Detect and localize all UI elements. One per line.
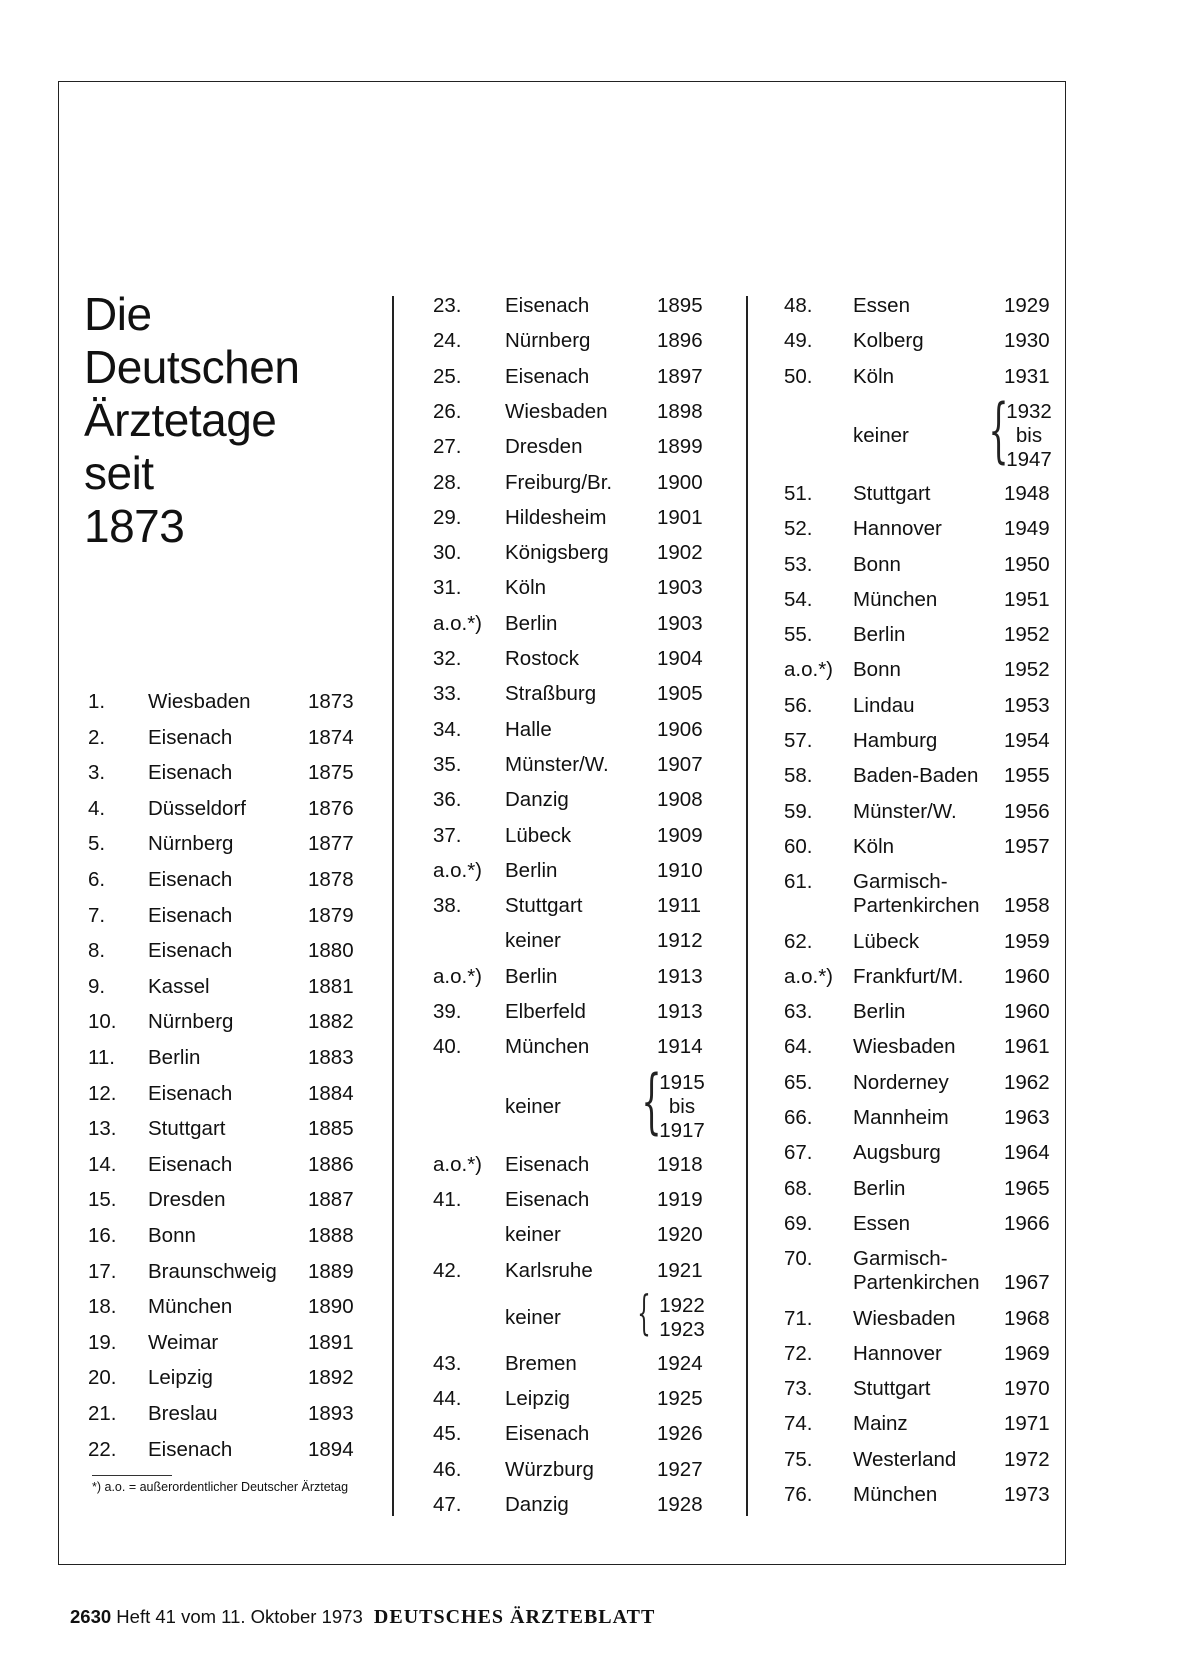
city-name: Nürnberg [148,1010,234,1034]
city-name: Eisenach [148,1152,233,1176]
entry-number: 46. [433,1457,462,1481]
year: 1970 [1004,1377,1050,1401]
entry-number: 76. [784,1483,813,1506]
year: 1887 [308,1188,354,1212]
year: 1973 [1004,1483,1050,1506]
entry-number: a.o.*) [433,1152,482,1176]
city-name: München [853,1483,938,1506]
city-name: München [148,1295,233,1319]
city-name: Berlin [505,611,558,635]
entry-number: 55. [784,623,813,647]
entry-number: 37. [433,823,462,847]
year: 1955 [1004,764,1050,788]
page-footer [70,1606,655,1629]
city-name: Leipzig [505,1387,570,1411]
entry-number: 48. [784,294,813,317]
year: 1900 [657,470,703,494]
entry-number: a.o.*) [433,858,482,882]
table-column-2 [433,0,723,1680]
year: 1952 [1004,658,1050,682]
year: 1961 [1004,1035,1050,1059]
city-name: Hildesheim [505,505,607,529]
year: 1897 [657,364,703,388]
city-name: München [505,1035,590,1059]
year: 1957 [1004,834,1050,858]
title-line: Deutschen [84,341,300,393]
year: 1959 [1004,929,1050,953]
entry-number: 41. [433,1187,462,1211]
title-line: 1873 [84,500,185,552]
year: 1918 [657,1152,703,1176]
entry-number: 67. [784,1141,813,1165]
brace-icon: { [637,1286,651,1342]
year: 1879 [308,903,354,927]
city-name: Weimar [148,1330,219,1354]
year: 1972 [1004,1447,1050,1471]
year: 1913 [657,964,703,988]
entry-number: 28. [433,470,462,494]
entry-number: 61. [784,870,813,894]
year: 1962 [1004,1070,1050,1094]
city-name: Münster/W. [505,752,609,776]
year: 1889 [308,1259,354,1283]
year: 1913 [657,1000,703,1023]
city-name: Eisenach [505,1152,590,1176]
year: 1880 [308,939,354,963]
city-name: Eisenach [148,1437,233,1461]
year: 1873 [308,690,354,713]
city-name: Elberfeld [505,1000,586,1023]
year: 1908 [657,788,703,812]
year: 1968 [1004,1306,1050,1330]
year-range [1004,400,1054,472]
entry-number: 23. [433,294,462,317]
entry-number: 64. [784,1035,813,1059]
city-name: München [853,587,938,611]
city-name: Freiburg/Br. [505,470,613,494]
entry-number: 63. [784,1000,813,1024]
year: 1883 [308,1046,354,1069]
city-name: Dresden [148,1188,226,1212]
entry-number: 43. [433,1351,462,1375]
year: 1969 [1004,1341,1050,1365]
year: 1902 [657,541,703,565]
city-name: Berlin [505,964,558,988]
journal-name: DEUTSCHES ÄRZTEBLATT [373,1606,656,1628]
city-name: Straßburg [505,682,597,706]
city-name: Mainz [853,1412,908,1436]
year: 1929 [1004,294,1050,317]
brace-icon: { [988,389,1009,472]
entry-number: 45. [433,1422,462,1446]
city-name: Garmisch- [853,870,948,894]
entry-number: 2. [88,725,106,749]
year: 1920 [657,1223,703,1247]
city-name: Essen [853,1211,910,1235]
city-name: Wiesbaden [148,690,251,713]
year-range [657,1071,707,1143]
city-name: Breslau [148,1402,218,1425]
range-line: bis [668,1094,696,1118]
entry-number: 4. [88,796,106,820]
year: 1960 [1004,1000,1050,1024]
year: 1877 [308,832,354,856]
city-name: Rostock [505,647,580,670]
range-line: 1917 [659,1118,705,1142]
footnote-rule [92,1475,172,1476]
year: 1950 [1004,552,1050,576]
city-name: Eisenach [148,761,233,785]
year: 1971 [1004,1412,1050,1436]
range-line: 1915 [659,1070,705,1094]
entry-number: 50. [784,364,813,388]
city-name: Wiesbaden [505,399,608,423]
city-name: keiner [505,1305,561,1329]
city-name: Stuttgart [853,481,931,505]
year: 1884 [308,1081,354,1105]
entry-number: 19. [88,1330,117,1354]
city-name-continued: Partenkirchen [853,894,980,918]
entry-number: 38. [433,894,462,918]
entry-number: 17. [88,1259,117,1283]
entry-number: 16. [88,1224,117,1247]
entry-number: 70. [784,1247,813,1271]
entry-number: a.o.*) [433,611,482,635]
city-name: Danzig [505,1493,569,1516]
year: 1919 [657,1187,703,1211]
entry-number: 1. [88,690,106,713]
table-column-3 [784,0,1064,1680]
year: 1874 [308,725,354,749]
year: 1906 [657,717,703,741]
entry-number: 57. [784,729,813,752]
year: 1924 [657,1351,703,1375]
city-name: Nürnberg [505,329,591,353]
entry-number: 25. [433,364,462,388]
table-column-1 [88,0,368,1680]
city-name: Kolberg [853,329,924,353]
city-name: Essen [853,294,910,317]
city-name: Würzburg [505,1457,594,1481]
year: 1911 [657,894,702,918]
entry-number: 30. [433,541,462,565]
year: 1958 [1004,894,1050,918]
city-name: Garmisch- [853,1247,948,1271]
city-name: Nürnberg [148,832,234,856]
city-name: Baden-Baden [853,764,979,788]
city-name: Augsburg [853,1141,941,1165]
entry-number: 10. [88,1010,117,1034]
year: 1921 [657,1258,703,1282]
entry-number: 18. [88,1295,117,1319]
entry-number: 27. [433,435,462,459]
year: 1912 [657,929,703,953]
entry-number: 62. [784,929,813,953]
column-divider-2 [746,296,748,1516]
entry-number: 24. [433,329,462,353]
entry-number: 73. [784,1377,813,1401]
entry-number: 53. [784,552,813,576]
city-name: Lübeck [853,929,920,953]
city-name: Bremen [505,1351,577,1375]
city-name: Eisenach [148,939,233,963]
city-name: Eisenach [148,725,233,749]
year: 1882 [308,1010,354,1034]
city-name-continued: Partenkirchen [853,1271,980,1295]
entry-number: 44. [433,1387,462,1411]
entry-number: 40. [433,1035,462,1059]
entry-number: 60. [784,834,813,858]
year: 1948 [1004,481,1050,505]
entry-number: 32. [433,647,462,670]
entry-number: a.o.*) [784,964,833,988]
year: 1963 [1004,1106,1050,1129]
entry-number: 54. [784,587,813,611]
city-name: Westerland [853,1447,957,1471]
entry-number: 34. [433,717,462,741]
entry-number: 26. [433,399,462,423]
city-name: Danzig [505,788,569,812]
year: 1949 [1004,517,1050,541]
city-name: Frankfurt/M. [853,964,964,988]
year: 1875 [308,761,354,785]
year: 1925 [657,1387,703,1411]
entry-number: 8. [88,939,106,963]
title-line: Ärztetage [84,394,277,446]
city-name: Hannover [853,1341,942,1365]
year: 1904 [657,647,703,670]
entry-number: 15. [88,1188,117,1212]
city-name: Eisenach [148,868,233,891]
entry-number: 33. [433,682,462,706]
city-name: Eisenach [505,294,590,317]
year: 1952 [1004,623,1050,647]
year: 1878 [308,868,354,891]
entry-number: 59. [784,799,813,823]
entry-number: 69. [784,1211,813,1235]
footnote: *) a.o. = außerordentlicher Deutscher Ärztetag [92,1480,349,1494]
city-name: Halle [505,717,552,741]
year: 1951 [1004,587,1050,611]
title-line: Die [84,288,152,340]
entry-number: 52. [784,517,813,541]
city-name: keiner [853,423,909,447]
city-name: Eisenach [148,1081,233,1105]
city-name: Bonn [853,658,901,682]
entry-number: 75. [784,1447,813,1471]
year: 1907 [657,752,703,776]
year: 1881 [308,974,354,998]
entry-number: 21. [88,1402,117,1425]
entry-number: 51. [784,481,813,505]
title-line: seit [84,447,154,499]
entry-number: 14. [88,1152,117,1176]
entry-number: 20. [88,1366,117,1390]
city-name: Eisenach [505,364,590,388]
year: 1964 [1004,1141,1050,1165]
year: 1910 [657,858,703,882]
year: 1926 [657,1422,703,1446]
entry-number: 71. [784,1306,813,1330]
year: 1930 [1004,329,1050,353]
year: 1888 [308,1224,354,1247]
year: 1960 [1004,964,1050,988]
city-name: Kassel [148,974,210,998]
entry-number: 9. [88,974,106,998]
entry-number: 5. [88,832,106,856]
entry-number: 36. [433,788,462,812]
year: 1965 [1004,1176,1050,1200]
year: 1903 [657,611,703,635]
city-name: Königsberg [505,541,609,565]
entry-number: 74. [784,1412,813,1436]
brace-icon: { [641,1059,662,1142]
range-line: bis [1015,423,1043,447]
year: 1914 [657,1035,703,1059]
entry-number: 29. [433,505,462,529]
year: 1966 [1004,1211,1050,1235]
city-name: Hamburg [853,729,938,752]
city-name: Stuttgart [148,1117,226,1141]
city-name: Dresden [505,435,583,459]
range-line: 1922 [659,1293,705,1317]
entry-number: 3. [88,761,106,785]
entry-number: 35. [433,752,462,776]
issue-info: Heft 41 vom 11. Oktober 1973 [116,1606,363,1627]
entry-number: 47. [433,1493,462,1516]
year: 1909 [657,823,703,847]
entry-number: 7. [88,903,106,927]
city-name: Berlin [853,623,906,647]
entry-number: 13. [88,1117,117,1141]
city-name: Mannheim [853,1106,949,1129]
year: 1953 [1004,693,1050,717]
city-name: Köln [853,364,895,388]
year: 1903 [657,576,703,600]
year-range [657,1294,707,1342]
year: 1956 [1004,799,1050,823]
city-name: Düsseldorf [148,796,246,820]
city-name: keiner [505,929,561,953]
city-name: Köln [853,834,895,858]
entry-number: 11. [88,1046,115,1069]
city-name: Bonn [148,1224,196,1247]
city-name: Stuttgart [853,1377,931,1401]
city-name: Berlin [148,1046,201,1069]
city-name: keiner [505,1094,561,1118]
city-name: Berlin [853,1176,906,1200]
year: 1967 [1004,1271,1050,1295]
city-name: Eisenach [148,903,233,927]
city-name: Leipzig [148,1366,213,1390]
city-name: keiner [505,1223,561,1247]
city-name: Wiesbaden [853,1035,956,1059]
entry-number: a.o.*) [433,964,482,988]
year: 1891 [308,1330,354,1354]
entry-number: 22. [88,1437,117,1461]
city-name: Münster/W. [853,799,957,823]
city-name: Wiesbaden [853,1306,956,1330]
year: 1894 [308,1437,354,1461]
entry-number: 58. [784,764,813,788]
entry-number: 65. [784,1070,813,1094]
year: 1905 [657,682,703,706]
city-name: Bonn [853,552,901,576]
city-name: Braunschweig [148,1259,277,1283]
year: 1886 [308,1152,354,1176]
city-name: Eisenach [505,1422,590,1446]
year: 1890 [308,1295,354,1319]
year: 1901 [657,505,703,529]
year: 1892 [308,1366,354,1390]
city-name: Köln [505,576,547,600]
range-line: 1932 [1006,399,1052,423]
column-divider-1 [392,296,394,1516]
entry-number: 56. [784,693,813,717]
entry-number: 12. [88,1081,117,1105]
city-name: Stuttgart [505,894,583,918]
page-number: 2630 [70,1606,112,1627]
year: 1931 [1004,364,1050,388]
range-line: 1947 [1006,447,1052,471]
year: 1893 [308,1402,354,1425]
city-name: Karlsruhe [505,1258,593,1282]
range-line: 1923 [659,1317,705,1341]
entry-number: 31. [433,576,462,600]
year: 1927 [657,1457,703,1481]
year: 1898 [657,399,703,423]
year: 1928 [657,1493,703,1516]
entry-number: a.o.*) [784,658,833,682]
entry-number: 6. [88,868,106,891]
entry-number: 66. [784,1106,813,1129]
year: 1899 [657,435,703,459]
entry-number: 68. [784,1176,813,1200]
city-name: Berlin [505,858,558,882]
city-name: Berlin [853,1000,906,1024]
year: 1895 [657,294,703,317]
year: 1896 [657,329,703,353]
city-name: Lindau [853,693,915,717]
city-name: Hannover [853,517,942,541]
year: 1876 [308,796,354,820]
year: 1954 [1004,729,1050,752]
year: 1885 [308,1117,354,1141]
entry-number: 49. [784,329,813,353]
entry-number: 42. [433,1258,462,1282]
city-name: Norderney [853,1070,949,1094]
city-name: Eisenach [505,1187,590,1211]
entry-number: 72. [784,1341,813,1365]
entry-number: 39. [433,1000,462,1023]
city-name: Lübeck [505,823,572,847]
